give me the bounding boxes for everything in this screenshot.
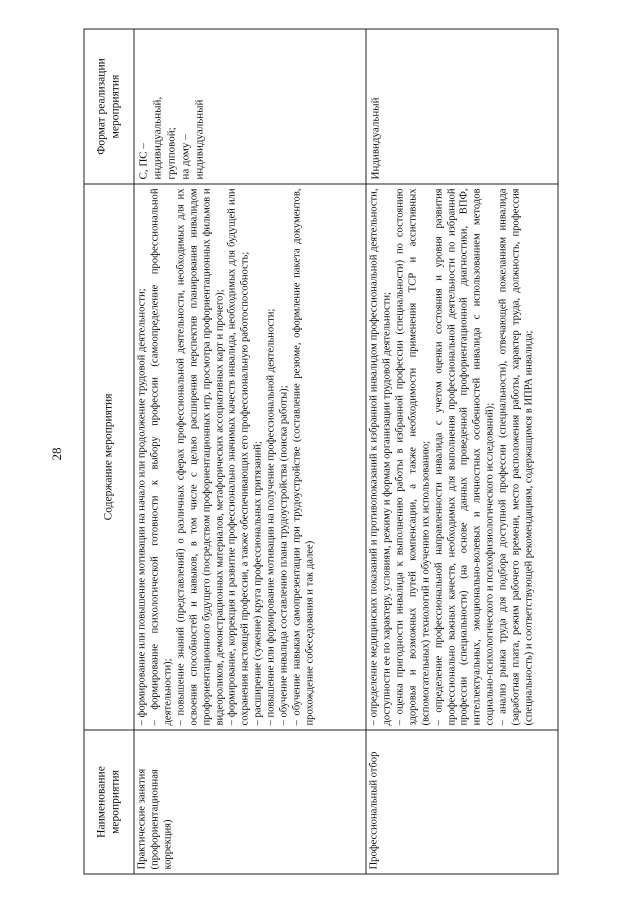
content-item: – определение профессиональной направленности инвалида с учетом оценки состояния и уровня развития профессионально важных качеств, необходимых для выполнения профессиональной деятельности по избранной профессии (специальности) (на основе данных проведенной профориентационной диагностики, ВПФ, интеллектуальных, эмоционально-волевых и личностных особенностей инвалида с использованием методов социально-психологического и психофизиологического исследований); <box>432 188 496 726</box>
page-number: 28 <box>49 447 64 461</box>
format-line: Индивидуальный <box>369 97 381 180</box>
row-name: Профессиональный отбор <box>366 730 558 874</box>
content-item: – обучение инвалида составлению плана трудоустройства (поиска работы); <box>278 385 290 726</box>
content-item: – повышение знаний (представлений) о различных сферах профессиональной деятельности, необходимых для их освоения способностей и навыков, в том числе с целью расширения перспектив планирования инвалидом профориентационного будущего (посредством профориентационных игр, просмотра профориентационных фильмов и видеороликов, демонстрационных материалов, метафорических ассоциативных карт и прочего); <box>174 188 225 726</box>
rotated-table-page <box>83 30 557 875</box>
format-line: индивидуальный, <box>151 96 164 180</box>
header-content: Содержание мероприятия <box>84 184 134 730</box>
table-row <box>366 29 558 874</box>
content-item: – обучение навыкам самопрезентации при трудоустройстве (составление резюме, оформление пакета документов, прохождение собеседования и так далее) <box>291 188 315 726</box>
content-item: – анализ рынка труда для подбора доступной профессии (специальности), отвечающей пожеланиям инвалида (заработная плата, режим рабочего времени, место расположения работы, характер труда, должность, профессия (специальность) и соответствующей рекомендациям, содержащимся в ИПРА инвалида; <box>497 188 535 726</box>
header-format: Формат реализации мероприятия <box>84 29 134 184</box>
content-item: – оценка пригодности инвалида к выполнению работы в избранной профессии (специальности) по состоянию здоровья и возможных путей компенсации, а также необходимости применения ТСР и ассистивных (вспомогательных) технологий и обучению их использованию; <box>393 188 431 726</box>
row-format <box>134 29 366 184</box>
table-header-row <box>84 29 134 874</box>
table-row <box>134 29 366 874</box>
row-content <box>134 184 366 730</box>
format-line: индивидуальный <box>193 99 206 180</box>
row-format <box>366 29 558 184</box>
content-item: – формирование, коррекция и развитие профессионально значимых качеств инвалида, необходимых для будущей или сохранения настоящей профессии, а также обеспечивающих его профессиональную работоспособность; <box>226 188 251 726</box>
header-name: Наименование мероприятия <box>84 730 134 874</box>
content-item: – формирование или повышение мотивации на начало или продолжение трудовой деятельности; <box>136 288 147 726</box>
format-line: на дому – <box>179 134 192 180</box>
content-item: – повышение или формирование мотивации на получение профессиональной деятельности; <box>265 308 277 726</box>
format-line: С, ПС – <box>137 143 149 180</box>
format-line: групповой; <box>165 127 178 180</box>
activities-table <box>83 29 558 875</box>
content-item: – определение медицинских показаний и противопоказаний к избранной инвалидом профессиональной деятельности, доступности ее по характеру, условиям, режиму и формам организации трудовой деятельности; <box>368 188 392 726</box>
content-item: – формирование психологической готовности к выбору профессии (самоопределение профессиональной деятельности); <box>148 188 173 726</box>
row-content <box>366 184 558 730</box>
content-item: – расширение (сужение) круга профессиональных притязаний; <box>252 441 264 726</box>
row-name: Практические занятия (профориентационная коррекция) <box>134 730 366 874</box>
